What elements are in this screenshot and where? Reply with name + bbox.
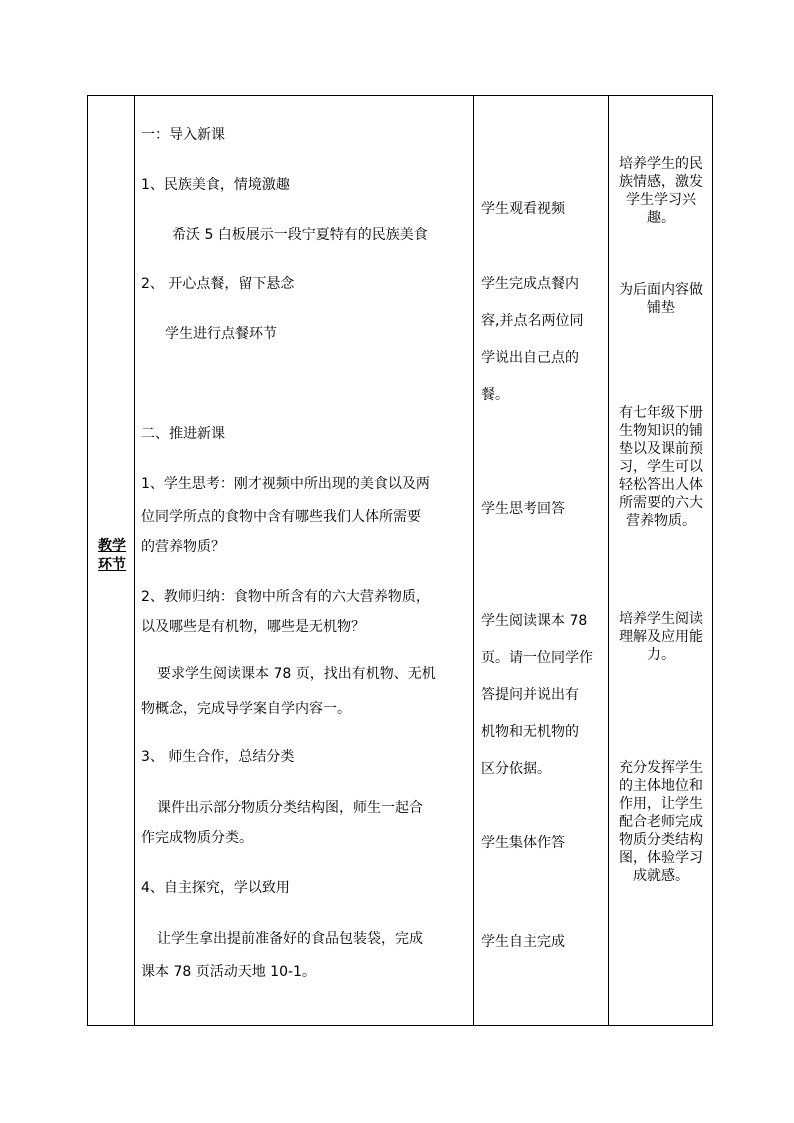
column-divider <box>473 96 474 1025</box>
purpose-text: 有七年级下册生物知识的铺垫以及课前预习，学生可以轻松答出人体所需要的六大营养物质。 <box>619 405 703 529</box>
purpose-text: 为后面内容做铺垫 <box>619 282 703 316</box>
section-label-line: 教学 <box>98 538 126 554</box>
content-line: 一：导入新课 <box>141 127 225 143</box>
content-line: 1、学生思考：刚才视频中所出现的美食以及两 <box>141 476 430 492</box>
purpose-text: 培养学生阅读理解及应用能力。 <box>619 611 703 663</box>
student-line: 餐。 <box>481 387 509 403</box>
content-line: 让学生拿出提前准备好的食品包装袋，完成 <box>157 931 423 947</box>
content-line: 的营养物质？ <box>141 539 225 555</box>
content-line: 课本 78 页活动天地 10-1。 <box>141 964 316 980</box>
content-line: 1、民族美食，情境激趣 <box>141 177 290 193</box>
content-line: 物概念，完成导学案自学内容一。 <box>141 701 351 717</box>
student-line: 学生思考回答 <box>481 501 565 517</box>
section-label-line: 环节 <box>98 557 126 573</box>
content-line: 2、 开心点餐，留下悬念 <box>141 276 295 292</box>
student-line: 学生阅读课本 78 <box>481 613 588 629</box>
purpose-text: 充分发挥学生的主体地位和作用，让学生配合老师完成物质分类结构图，体验学习成就感。 <box>619 760 703 884</box>
student-line: 区分依据。 <box>481 761 551 777</box>
student-line: 学生自主完成 <box>481 934 565 950</box>
purpose-text: 培养学生的民族情感，激发学生学习兴趣。 <box>619 156 703 226</box>
content-line: 希沃 5 白板展示一段宁夏特有的民族美食 <box>172 227 428 243</box>
student-line: 学生观看视频 <box>481 201 565 217</box>
column-divider <box>608 96 609 1025</box>
content-line: 作完成物质分类。 <box>141 830 253 846</box>
student-line: 学说出自己点的 <box>481 350 579 366</box>
content-line: 以及哪些是有机物，哪些是无机物？ <box>141 619 365 635</box>
student-line: 学生集体作答 <box>481 835 565 851</box>
student-line: 答提问并说出有 <box>481 687 579 703</box>
content-line: 二、推进新课 <box>141 426 225 442</box>
student-line: 学生完成点餐内 <box>481 276 579 292</box>
student-line: 页。请一位同学作 <box>481 650 593 666</box>
content-line: 3、 师生合作，总结分类 <box>141 749 295 765</box>
content-line: 2、教师归纳：食物中所含有的六大营养物质， <box>141 589 430 605</box>
student-line: 容,并点名两位同 <box>481 313 584 329</box>
student-line: 机物和无机物的 <box>481 724 579 740</box>
content-line: 位同学所点的食物中含有哪些我们人体所需要 <box>141 509 421 525</box>
content-line: 课件出示部分物质分类结构图，师生一起合 <box>157 800 423 816</box>
section-label <box>93 537 131 575</box>
column-divider <box>134 96 135 1025</box>
content-line: 4、自主探究，学以致用 <box>141 880 290 896</box>
content-line: 学生进行点餐环节 <box>165 326 277 342</box>
content-line: 要求学生阅读课本 78 页，找出有机物、无机 <box>157 666 436 682</box>
